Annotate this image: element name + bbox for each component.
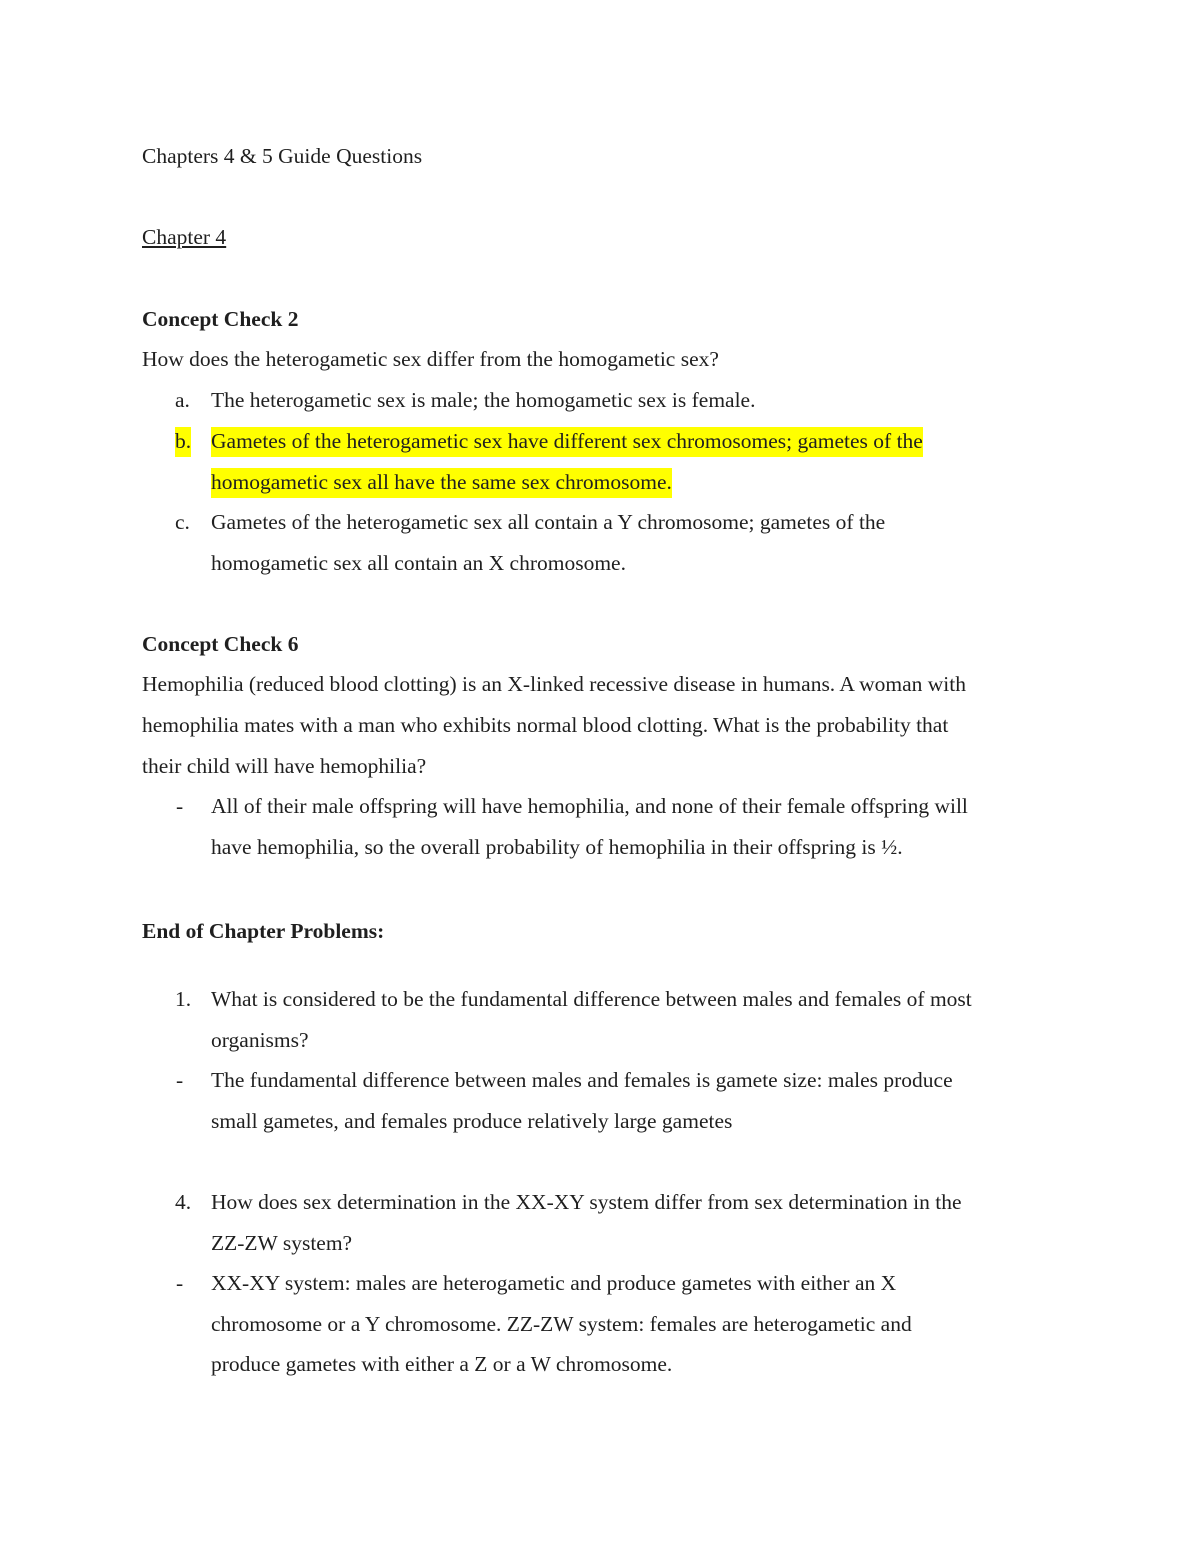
- chapter-heading: Chapter 4: [142, 225, 227, 249]
- problem-1-question-line-1: What is considered to be the fundamental difference between males and females of most: [211, 987, 972, 1011]
- concept-check-6-question-line-3: their child will have hemophilia?: [142, 754, 427, 778]
- cc6-answer-line-1: All of their male offspring will have hemophilia, and none of their female offspring will: [211, 794, 968, 818]
- problem-1-number: 1.: [175, 987, 192, 1011]
- option-a-text: The heterogametic sex is male; the homogametic sex is female.: [211, 388, 756, 412]
- highlighted-answer: Gametes of the heterogametic sex have different sex chromosomes; gametes of the: [211, 427, 923, 457]
- highlighted-answer: homogametic sex all have the same sex chromosome.: [211, 468, 672, 498]
- option-b-marker: [175, 427, 191, 455]
- end-of-chapter-heading: End of Chapter Problems:: [142, 919, 385, 943]
- problem-4-answer-line-2: chromosome or a Y chromosome. ZZ-ZW system: females are heterogametic and: [211, 1312, 912, 1336]
- document-title: Chapters 4 & 5 Guide Questions: [142, 144, 423, 168]
- problem-4-answer-line-1: XX-XY system: males are heterogametic and produce gametes with either an X: [211, 1271, 897, 1295]
- option-b-marker-highlight: b.: [175, 427, 191, 457]
- option-b-text-line-1: [211, 427, 923, 455]
- concept-check-6-question-line-1: Hemophilia (reduced blood clotting) is an X-linked recessive disease in humans. A woman with: [142, 672, 966, 696]
- concept-check-2-heading: Concept Check 2: [142, 307, 299, 331]
- option-a-marker: a.: [175, 388, 190, 412]
- problem-1-answer-line-1: The fundamental difference between males and females is gamete size: males produce: [211, 1068, 953, 1092]
- problem-4-answer-bullet: -: [176, 1271, 184, 1295]
- option-c-text-line-2: homogametic sex all contain an X chromosome.: [211, 551, 626, 575]
- problem-1-answer-line-2: small gametes, and females produce relatively large gametes: [211, 1109, 733, 1133]
- cc6-answer-bullet: -: [176, 794, 184, 818]
- concept-check-6-question-line-2: hemophilia mates with a man who exhibits normal blood clotting. What is the probability that: [142, 713, 949, 737]
- option-b-text-line-2: [211, 468, 672, 496]
- problem-4-answer-line-3: produce gametes with either a Z or a W chromosome.: [211, 1352, 673, 1376]
- concept-check-2-question: How does the heterogametic sex differ from the homogametic sex?: [142, 347, 719, 371]
- concept-check-6-heading: Concept Check 6: [142, 632, 299, 656]
- option-c-text-line-1: Gametes of the heterogametic sex all contain a Y chromosome; gametes of the: [211, 510, 886, 534]
- problem-4-question-line-2: ZZ-ZW system?: [211, 1231, 353, 1255]
- problem-4-number: 4.: [175, 1190, 192, 1214]
- problem-1-answer-bullet: -: [176, 1068, 184, 1092]
- problem-1-question-line-2: organisms?: [211, 1028, 309, 1052]
- option-c-marker: c.: [175, 510, 190, 534]
- problem-4-question-line-1: How does sex determination in the XX-XY system differ from sex determination in the: [211, 1190, 962, 1214]
- cc6-answer-line-2: have hemophilia, so the overall probability of hemophilia in their offspring is ½.: [211, 835, 903, 859]
